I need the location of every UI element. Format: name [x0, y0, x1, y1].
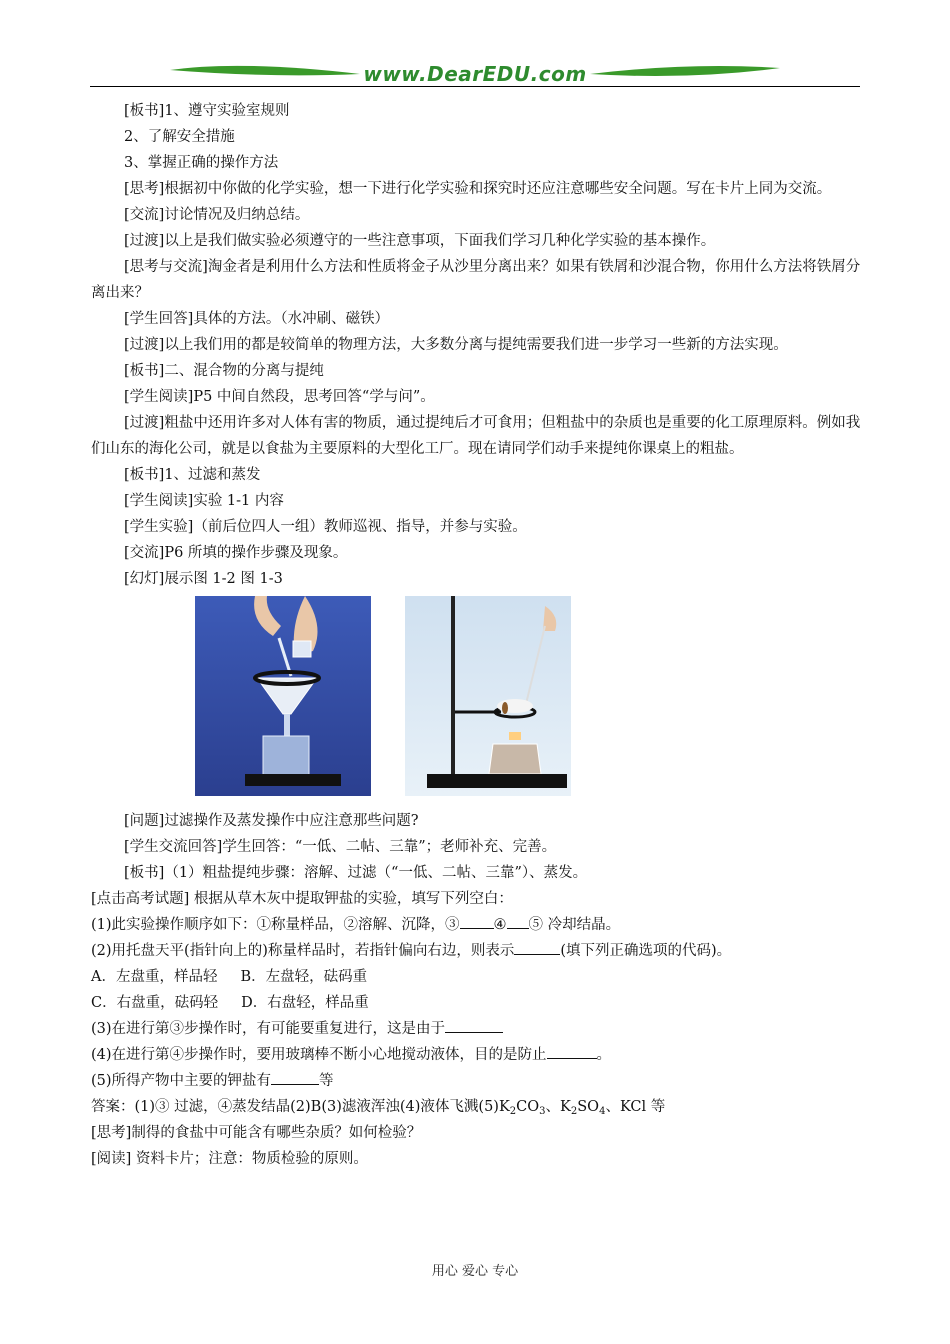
text-line: [学生实验]（前后位四人一组）教师巡视、指导，并参与实验。 [124, 519, 527, 535]
text-line: [板书]（1）粗盐提纯步骤：溶解、过滤（“一低、二帖、三靠”）、蒸发。 [124, 865, 588, 881]
text-line: [板书]二、混合物的分离与提纯 [124, 363, 324, 379]
answer-line [91, 1094, 861, 1120]
question-line [91, 1042, 861, 1068]
text-line: [幻灯]展示图 1-2 图 1-3 [124, 571, 283, 587]
subscript: 4 [599, 1106, 606, 1117]
answer-blank[interactable] [271, 1068, 319, 1085]
question-text: ⑤ 冷却结晶。 [528, 917, 621, 933]
subscript: 3 [539, 1106, 546, 1117]
option-line: C．右盘重，砝码轻 D．右盘轻，样品重 [91, 995, 369, 1011]
question-text: (3)在进行第③步操作时，有可能要重复进行，这是由于 [91, 1021, 446, 1037]
answer-text: SO [577, 1099, 600, 1115]
text-line: [交流]讨论情况及归纳总结。 [124, 207, 310, 223]
text-line: [板书]1、过滤和蒸发 [124, 467, 261, 483]
question-line [91, 1016, 861, 1042]
text-line: [思考]根据初中你做的化学实验，想一下进行化学实验和探究时还应注意哪些安全问题。写在卡片上同为交流。 [124, 181, 832, 197]
answer-blank[interactable] [460, 912, 494, 929]
answer-text: 、KCl 等 [605, 1099, 666, 1115]
text-line: [板书]1、遵守实验室规则 [124, 103, 290, 119]
page-footer: 用心 爱心 专心 [431, 1264, 519, 1279]
question-text: (5)所得产物中主要的钾盐有 [91, 1073, 272, 1089]
evaporation-photo [405, 596, 571, 796]
question-text: (4)在进行第④步操作时，要用玻璃棒不断小心地搅动液体，目的是防止 [91, 1047, 547, 1063]
text-line: [交流]P6 所填的操作步骤及现象。 [124, 545, 348, 561]
text-line: [过渡]以上我们用的都是较简单的物理方法，大多数分离与提纯需要我们进一步学习一些新的方法实现。 [124, 337, 788, 353]
text-line: [学生阅读]P5 中间自然段，思考回答“学与问”。 [124, 389, 435, 405]
text-line: 3、掌握正确的操作方法 [124, 155, 279, 171]
filtration-photo [195, 596, 371, 796]
lesson-content [91, 98, 861, 1172]
site-logo-text: www.DearEDU.com [363, 62, 587, 86]
text-line: [学生回答]具体的方法。（水冲刷、磁铁） [124, 311, 390, 327]
header-divider [90, 86, 860, 87]
answer-blank[interactable] [507, 912, 529, 929]
text-line: 2、了解安全措施 [124, 129, 235, 145]
answer-text: CO [516, 1099, 540, 1115]
question-text: 。 [596, 1047, 612, 1063]
subscript: 2 [509, 1106, 517, 1117]
answer-text: 答案：(1)③ 过滤，④蒸发结晶(2)B(3)滤液浑浊(4)液体飞溅(5)K [91, 1099, 510, 1115]
text-line: [思考与交流]淘金者是利用什么方法和性质将金子从沙里分离出来？如果有铁屑和沙混合物，你用什么方法将铁屑分离出来？ [91, 259, 861, 301]
question-line [91, 912, 861, 938]
text-line: [学生交流回答]学生回答：“一低、二帖、三靠”；老师补充、完善。 [124, 839, 557, 855]
text-line: [阅读] 资料卡片；注意：物质检验的原则。 [91, 1151, 368, 1167]
text-line: [问题]过滤操作及蒸发操作中应注意那些问题? [124, 813, 419, 829]
option-line: A．左盘重，样品轻 B．左盘轻，砝码重 [91, 969, 368, 985]
answer-blank[interactable] [514, 938, 560, 955]
question-text: (填下列正确选项的代码)。 [560, 943, 732, 959]
subscript: 2 [570, 1106, 578, 1117]
answer-blank[interactable] [445, 1016, 503, 1033]
question-text: (1)此实验操作顺序如下：①称量样品，②溶解、沉降，③ [91, 917, 460, 933]
text-line: [思考]制得的食盐中可能含有哪些杂质？如何检验？ [91, 1125, 422, 1141]
question-text: (2)用托盘天平(指针向上的)称量样品时，若指针偏向右边，则表示 [91, 943, 515, 959]
question-line [91, 938, 861, 964]
text-line: [学生阅读]实验 1-1 内容 [124, 493, 284, 509]
text-line: [点击高考试题] 根据从草木灰中提取钾盐的实验，填写下列空白： [91, 891, 513, 907]
text-line: [过渡]以上是我们做实验必须遵守的一些注意事项，下面我们学习几种化学实验的基本操作。 [124, 233, 716, 249]
answer-text: 、K [545, 1099, 571, 1115]
question-text: ④ [493, 917, 507, 933]
text-line: [过渡]粗盐中还用许多对人体有害的物质，通过提纯后才可食用；但粗盐中的杂质也是重要的化工原理原料。例如我们山东的海化公司，就是以食盐为主要原料的大型化工厂。现在请同学们动手来提纯你课桌上的粗盐。 [91, 415, 861, 457]
question-text: 等 [319, 1073, 334, 1089]
answer-blank[interactable] [547, 1042, 597, 1059]
question-line [91, 1068, 861, 1094]
figure-row [91, 596, 861, 806]
